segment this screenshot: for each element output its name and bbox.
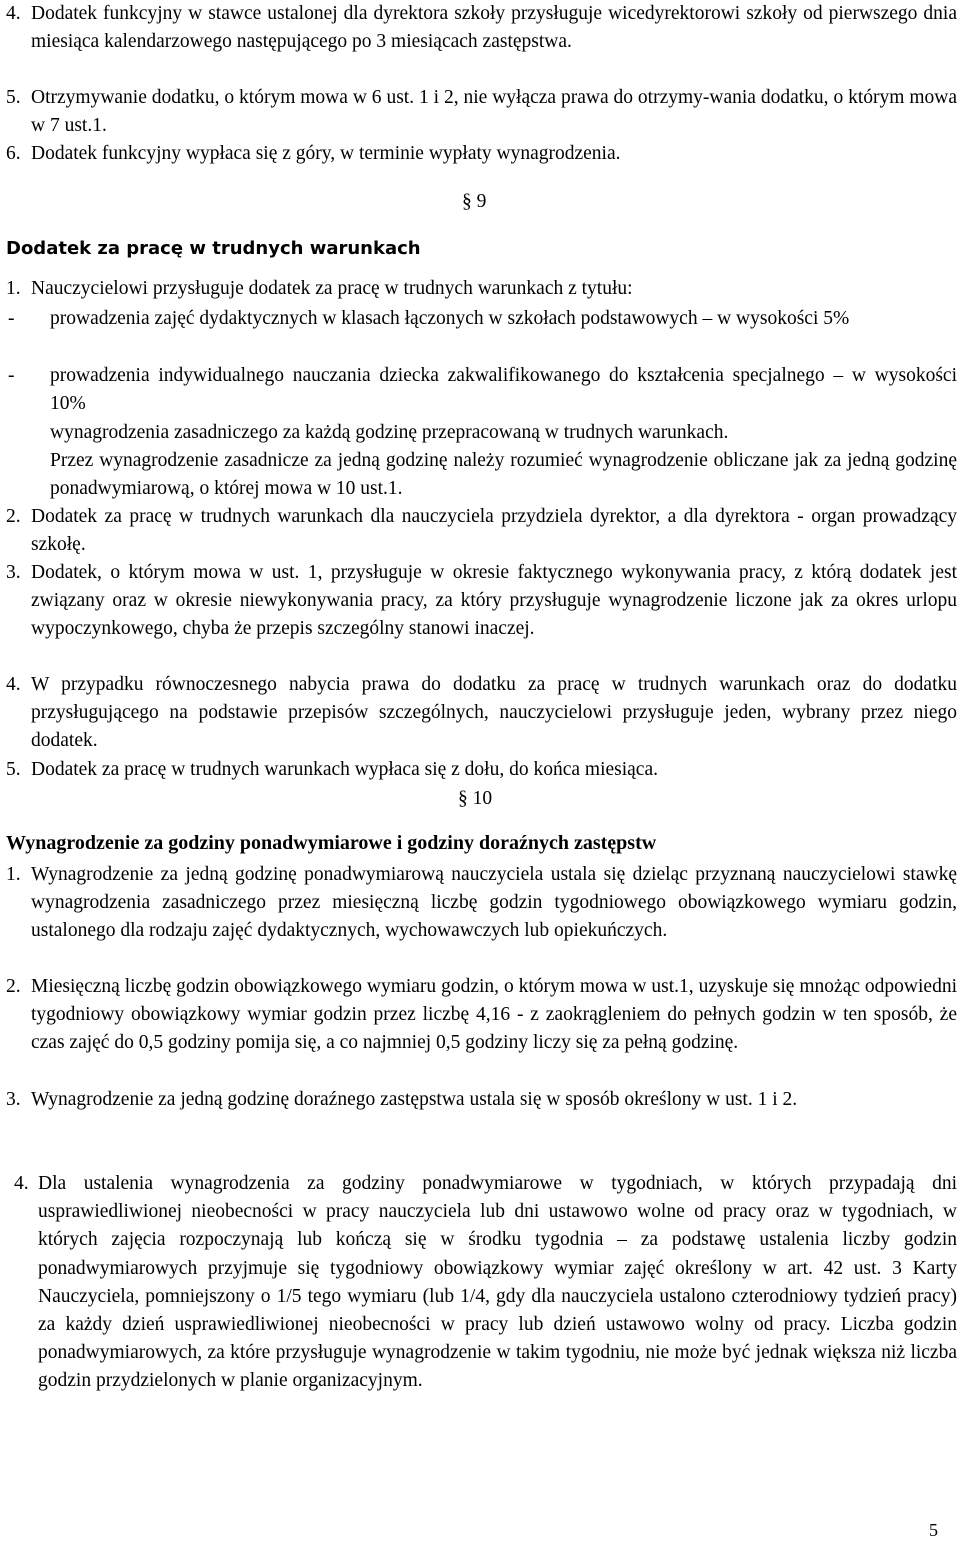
- section-number: 10: [472, 788, 493, 809]
- s9-paragraph-3: [0, 559, 960, 644]
- bullet-dash: -: [8, 308, 15, 329]
- section-number: 9: [476, 191, 487, 212]
- paragraph-text: Otrzymywanie dodatku, o którym mowa w 6 ust. 1 i 2, nie wyłącza prawa do otrzymy-wania dodatku, o którym mowa w 7 ust.1.: [31, 87, 957, 137]
- bullet-text: prowadzenia indywidualnego nauczania dziecka zakwalifikowanego do kształcenia specjalnego – w wysokości 10%: [50, 365, 957, 415]
- s10-paragraph-2: [0, 973, 960, 1058]
- paragraph-text: Dodatek, o którym mowa w ust. 1, przysługuje w okresie faktycznego wykonywania pracy, z którą dodatek jest związany oraz w okresie niewykonywania pracy, za który przysługuje wynagrodzenie liczone jak za okres urlopu wypoczynkowego, chyba że przepis szczególny stanowi inaczej.: [31, 562, 957, 640]
- s9-continuation-2: [0, 447, 960, 503]
- paragraph-text: Przez wynagrodzenie zasadnicze za jedną godzinę należy rozumieć wynagrodzenie obliczane jak za jedną godzinę ponadwymiarową, o której mowa w 10 ust.1.: [50, 450, 957, 500]
- s10-paragraph-4: [0, 1170, 960, 1396]
- paragraph-text: W przypadku równoczesnego nabycia prawa do dodatku za pracę w trudnych warunkach oraz do dodatku przysługującego na podstawie przepisów szczególnych, nauczycielowi przysługuje jeden, wybrany przez niego dodatek.: [31, 674, 957, 752]
- paragraph-text: Dla ustalenia wynagrodzenia za godziny ponadwymiarowe w tygodniach, w których przypadają dni usprawiedliwionej nieobecności w pracy nauczyciela lub dni ustawowo wolne od pracy oraz w tygodniach, w których zajęcia rozpoczynają lub kończą się w środku tygodnia – za podstawę ustalenia liczby godzin ponadwymiarowych przyjmuje się tygodniowy obowiązkowy wymiar zajęć określony w art. 42 ust. 3 Karty Nauczyciela, pomniejszony o 1/5 tego wymiaru (lub 1/4, gdy dla nauczyciela ustalono czterodniowy tydzień pracy) za każdy dzień usprawiedliwionej nieobecności w pracy lub dzień ustawowo wolny od pracy. Liczba godzin ponadwymiarowych, za które przysługuje wynagrodzenie w takim tygodniu, nie może być jednak większa niż liczba godzin przydzielonych w planie organizacyjnym.: [38, 1173, 957, 1392]
- paragraph-text: Wynagrodzenie za jedną godzinę ponadwymiarową nauczyciela ustala się dzieląc przyznaną nauczycielowi stawkę wynagrodzenia zasadniczego przez miesięczną liczbę godzin tygodniowego obowiązkowego wymiaru godzin, ustalonego dla rodzaju zajęć dydaktycznych, wychowawczych lub opiekuńczych.: [31, 864, 957, 942]
- paragraph-number: 4.: [6, 674, 21, 695]
- s10-paragraph-3: [0, 1086, 960, 1114]
- paragraph-number: 5.: [6, 87, 21, 108]
- paragraph-6: [0, 140, 960, 168]
- paragraph-number: 3.: [6, 1089, 21, 1110]
- page-number: 5: [929, 1520, 938, 1540]
- bullet-text: prowadzenia zajęć dydaktycznych w klasach łączonych w szkołach podstawowych – w wysokości 5%: [50, 308, 850, 329]
- paragraph-5: [0, 84, 960, 140]
- s10-paragraph-1: [0, 861, 960, 946]
- paragraph-text: Miesięczną liczbę godzin obowiązkowego wymiaru godzin, o którym mowa w ust.1, uzyskuje się mnożąc odpowiedni tygodniowy obowiązkowy wymiar godzin przez liczbę 4,16 - z zaokrągleniem do pełnych godzin w ten sposób, że czas zajęć do 0,5 godziny pomija się, a co najmniej 0,5 godziny liczy się za pełną godzinę.: [31, 976, 957, 1054]
- paragraph-number: 5.: [6, 759, 21, 780]
- paragraph-text: Wynagrodzenie za jedną godzinę doraźnego zastępstwa ustala się w sposób określony w ust. 1 i 2.: [31, 1089, 798, 1110]
- paragraph-text: Nauczycielowi przysługuje dodatek za pracę w trudnych warunkach z tytułu:: [31, 278, 633, 299]
- s9-paragraph-1: [0, 275, 960, 303]
- section-sign: §: [458, 788, 473, 809]
- s9-paragraph-2: [0, 503, 960, 559]
- s9-paragraph-4: [0, 671, 960, 756]
- section-heading-9: Dodatek za pracę w trudnych warunkach: [6, 238, 421, 259]
- s9-continuation-1: [0, 419, 960, 447]
- bullet-dash: -: [8, 365, 15, 386]
- s9-bullet-1: [0, 305, 960, 333]
- paragraph-number: 1.: [6, 864, 21, 885]
- paragraph-text: wynagrodzenia zasadniczego za każdą godzinę przepracowaną w trudnych warunkach.: [50, 422, 729, 443]
- paragraph-text: Dodatek za pracę w trudnych warunkach dla nauczyciela przydziela dyrektor, a dla dyrektora - organ prowadzący szkołę.: [31, 506, 957, 556]
- paragraph-number: 6.: [6, 143, 21, 164]
- paragraph-4: [0, 0, 960, 56]
- paragraph-number: 2.: [6, 976, 21, 997]
- paragraph-text: Dodatek za pracę w trudnych warunkach wypłaca się z dołu, do końca miesiąca.: [31, 759, 658, 780]
- paragraph-text: Dodatek funkcyjny w stawce ustalonej dla dyrektora szkoły przysługuje wicedyrektorowi szkoły od pierwszego dnia miesiąca kalendarzowego następującego po 3 miesiącach zastępstwa.: [31, 3, 957, 53]
- s9-paragraph-5: [0, 756, 960, 784]
- paragraph-text: Dodatek funkcyjny wypłaca się z góry, w terminie wypłaty wynagrodzenia.: [31, 143, 621, 164]
- paragraph-number: 4.: [6, 3, 21, 24]
- paragraph-number: 2.: [6, 506, 21, 527]
- paragraph-number: 1.: [6, 278, 21, 299]
- section-sign: §: [462, 191, 477, 212]
- section-mark-9: [462, 188, 486, 216]
- paragraph-number: 3.: [6, 562, 21, 583]
- paragraph-number: 4.: [14, 1173, 29, 1194]
- s9-bullet-2: [0, 362, 960, 418]
- section-heading-10: Wynagrodzenie za godziny ponadwymiarowe i godziny doraźnych zastępstw: [6, 832, 657, 854]
- section-mark-10: [458, 785, 492, 813]
